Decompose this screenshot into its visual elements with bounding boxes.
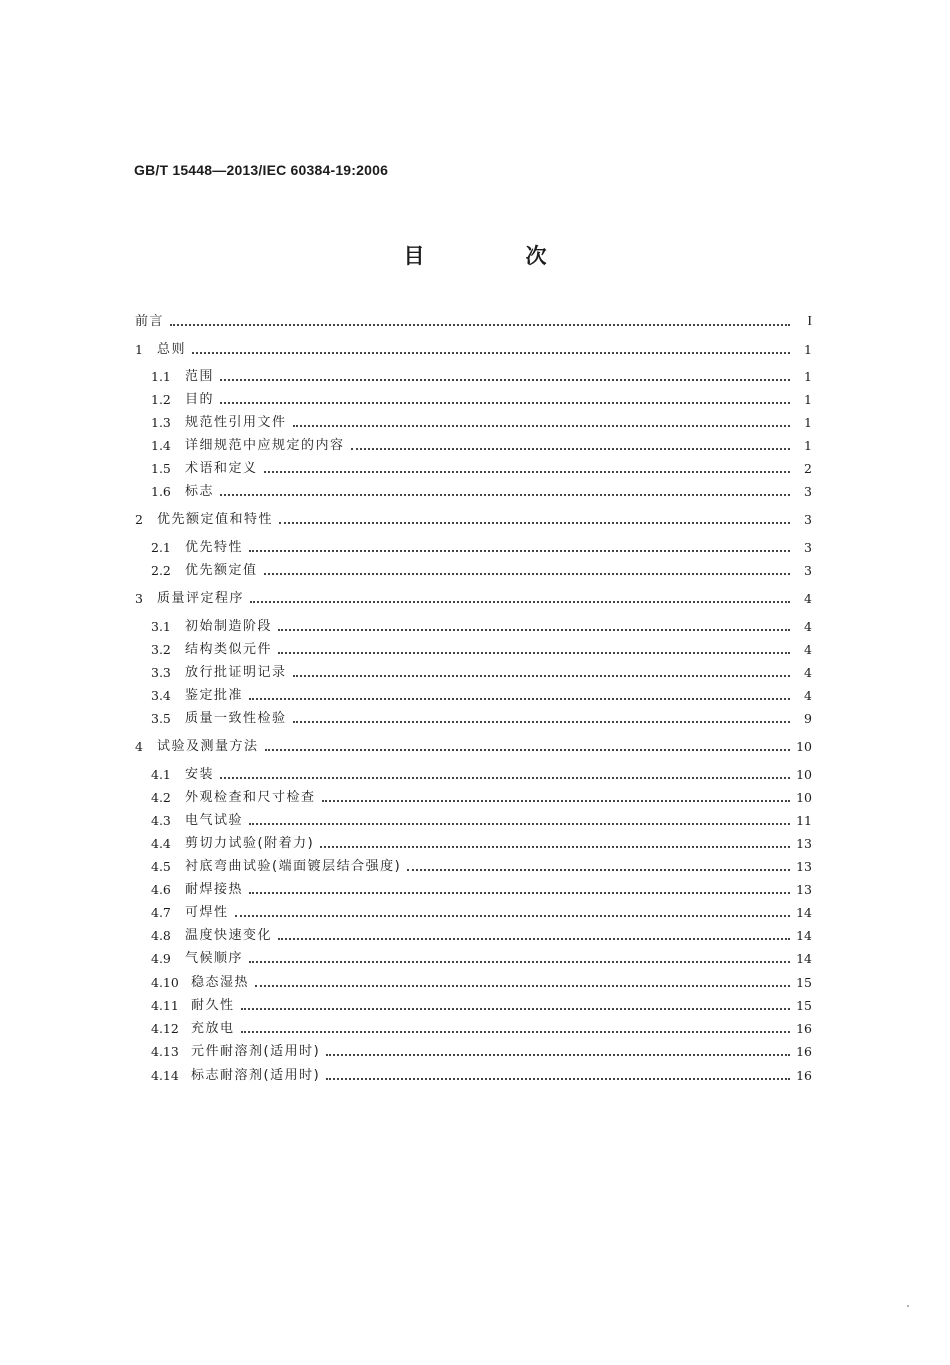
toc-entry-number: 4.14: [151, 1068, 179, 1083]
toc-entry-label: 鉴定批准: [185, 688, 244, 703]
toc-entry-number: 3: [135, 591, 143, 606]
toc-entry-number: 2: [135, 512, 143, 527]
toc-entry[interactable]: [151, 365, 812, 385]
toc-entry-label: 优先额定值: [185, 563, 258, 578]
dot-leader: [249, 697, 790, 700]
toc-entry[interactable]: [151, 763, 812, 783]
toc-entry[interactable]: [151, 615, 812, 635]
toc-entry[interactable]: [135, 310, 812, 330]
dot-leader: [220, 776, 790, 779]
toc-entry-page: 3: [804, 540, 812, 555]
dot-leader: [265, 748, 790, 751]
toc-entry-number: 2.2: [151, 563, 171, 578]
toc-entry[interactable]: [151, 457, 812, 477]
toc-entry-number: 4.3: [151, 813, 171, 828]
toc-entry[interactable]: [151, 411, 812, 431]
toc-entry-label: 术语和定义: [185, 461, 258, 476]
dot-leader: [220, 378, 790, 381]
toc-entry-page: 14: [796, 951, 812, 966]
toc-entry[interactable]: [135, 587, 812, 607]
toc-entry[interactable]: [151, 1017, 812, 1037]
toc-entry-label: 前言: [135, 314, 165, 329]
toc-entry-label: 放行批证明记录: [185, 665, 287, 680]
toc-entry[interactable]: [151, 536, 812, 556]
toc-entry[interactable]: [151, 832, 812, 852]
dot-leader: [235, 914, 790, 917]
toc-entry-label: 温度快速变化: [185, 928, 273, 943]
toc-entry-page: 4: [804, 688, 812, 703]
dot-leader: [170, 323, 790, 326]
toc-entry-page: 14: [796, 928, 812, 943]
toc-entry-label: 优先特性: [185, 540, 244, 555]
toc-entry-page: 10: [796, 767, 812, 782]
toc-entry-page: 16: [796, 1021, 812, 1036]
toc-entry-page: 10: [796, 739, 812, 754]
toc-entry[interactable]: [151, 994, 812, 1014]
toc-entry-label: 质量评定程序: [157, 591, 245, 606]
toc-entry-number: 3.1: [151, 619, 171, 634]
toc-entry-number: 1: [135, 342, 143, 357]
toc-entry-page: 3: [804, 484, 812, 499]
dot-leader: [264, 572, 790, 575]
toc-entry-label: 总则: [157, 342, 187, 357]
toc-entry-page: 10: [796, 790, 812, 805]
toc-entry-label: 标志: [185, 484, 215, 499]
toc-entry[interactable]: [151, 924, 812, 944]
dot-leader: [249, 891, 790, 894]
toc-entry-page: 16: [796, 1068, 812, 1083]
toc-entry[interactable]: [151, 947, 812, 967]
standard-code: GB/T 15448—2013/IEC 60384-19:2006: [134, 162, 389, 178]
dot-leader: [320, 845, 790, 848]
dot-leader: [249, 822, 790, 825]
toc-entry-label: 范围: [185, 369, 215, 384]
dot-leader: [278, 937, 790, 940]
dot-leader: [293, 720, 790, 723]
toc-entry-number: 4.4: [151, 836, 171, 851]
toc-entry-label: 电气试验: [185, 813, 244, 828]
toc-entry-number: 1.6: [151, 484, 171, 499]
dot-leader: [220, 401, 790, 404]
toc-entry-number: 4.11: [151, 998, 179, 1013]
toc-entry-number: 4.8: [151, 928, 171, 943]
toc-entry-label: 安装: [185, 767, 215, 782]
toc-entry-page: 1: [804, 342, 812, 357]
dot-leader: [322, 799, 790, 802]
toc-entry-label: 可焊性: [185, 905, 229, 920]
toc-entry-number: 3.5: [151, 711, 171, 726]
toc-entry-label: 耐久性: [191, 998, 235, 1013]
toc-entry-label: 详细规范中应规定的内容: [185, 438, 345, 453]
dot-leader: [293, 424, 790, 427]
toc-entry-number: 4.13: [151, 1044, 179, 1059]
toc-entry-number: 1.3: [151, 415, 171, 430]
toc-entry-page: 13: [796, 859, 812, 874]
toc-entry[interactable]: [151, 388, 812, 408]
toc-entry-page: 3: [804, 512, 812, 527]
toc-entry-page: 4: [804, 619, 812, 634]
toc-entry-page: 1: [804, 438, 812, 453]
toc-entry[interactable]: [151, 707, 812, 727]
toc-entry-page: 11: [796, 813, 812, 828]
toc-entry-label: 稳态湿热: [191, 975, 250, 990]
toc-entry[interactable]: [151, 638, 812, 658]
dot-leader: [326, 1077, 790, 1080]
toc-entry-page: 13: [796, 836, 812, 851]
toc-entry-number: 4.9: [151, 951, 171, 966]
toc-entry[interactable]: [151, 901, 812, 921]
toc-entry-page: 1: [804, 392, 812, 407]
toc-entry-page: 4: [804, 591, 812, 606]
toc-entry-page: 3: [804, 563, 812, 578]
toc-entry-page: I: [807, 314, 812, 329]
toc-entry[interactable]: [135, 338, 812, 358]
toc-entry-label: 质量一致性检验: [185, 711, 287, 726]
dot-leader: [192, 351, 790, 354]
toc-entry[interactable]: [151, 971, 812, 991]
toc-entry[interactable]: [151, 684, 812, 704]
toc-entry-number: 4.6: [151, 882, 171, 897]
toc-entry-label: 外观检查和尺寸检查: [185, 790, 316, 805]
toc-entry[interactable]: [151, 559, 812, 579]
toc-entry[interactable]: [151, 786, 812, 806]
toc-entry-page: 15: [796, 975, 812, 990]
toc-entry-page: 4: [804, 665, 812, 680]
toc-entry-page: 14: [796, 905, 812, 920]
toc-entry-label: 初始制造阶段: [185, 619, 273, 634]
toc-entry[interactable]: [135, 735, 812, 755]
toc-entry-page: 1: [804, 369, 812, 384]
toc-entry-number: 3.2: [151, 642, 171, 657]
toc-entry-label: 衬底弯曲试验(端面镀层结合强度): [185, 859, 402, 874]
toc-entry[interactable]: [151, 661, 812, 681]
dot-leader: [293, 674, 790, 677]
toc-entry-number: 4.10: [151, 975, 179, 990]
toc-entry-number: 4.7: [151, 905, 171, 920]
dot-leader: [279, 521, 790, 524]
toc-entry-number: 2.1: [151, 540, 171, 555]
toc-entry-label: 结构类似元件: [185, 642, 273, 657]
toc-entry[interactable]: [135, 508, 812, 528]
dot-leader: [255, 984, 790, 987]
toc-entry-label: 耐焊接热: [185, 882, 244, 897]
toc-entry-label: 试验及测量方法: [157, 739, 259, 754]
dot-leader: [241, 1030, 790, 1033]
toc-entry-page: 9: [804, 711, 812, 726]
toc-entry-label: 优先额定值和特性: [157, 512, 274, 527]
toc-entry-number: 3.4: [151, 688, 171, 703]
toc-entry-number: 1.4: [151, 438, 171, 453]
toc-entry-label: 标志耐溶剂(适用时): [191, 1068, 321, 1083]
dot-leader: [220, 493, 790, 496]
toc-entry[interactable]: [151, 1040, 812, 1060]
toc-entry-number: 1.1: [151, 369, 171, 384]
dot-leader: [249, 960, 790, 963]
dot-leader: [249, 549, 790, 552]
page-title: 目 次: [403, 244, 587, 268]
toc-entry-number: 1.2: [151, 392, 171, 407]
toc-entry-number: 4.1: [151, 767, 171, 782]
toc-entry-number: 4.12: [151, 1021, 179, 1036]
dot-leader: [407, 868, 790, 871]
dot-leader: [278, 651, 790, 654]
toc-entry[interactable]: [151, 809, 812, 829]
toc-entry-number: 4.5: [151, 859, 171, 874]
toc-entry-page: 15: [796, 998, 812, 1013]
toc-entry-label: 剪切力试验(附着力): [185, 836, 315, 851]
dot-leader: [264, 470, 790, 473]
toc-entry-label: 充放电: [191, 1021, 235, 1036]
toc-entry[interactable]: [151, 1064, 812, 1084]
dot-leader: [351, 447, 790, 450]
dot-leader: [250, 600, 790, 603]
toc-entry-page: 13: [796, 882, 812, 897]
toc-entry-label: 元件耐溶剂(适用时): [191, 1044, 321, 1059]
scan-speck: [907, 1305, 909, 1307]
toc-entry[interactable]: [151, 855, 812, 875]
dot-leader: [278, 628, 790, 631]
toc-entry[interactable]: [151, 480, 812, 500]
dot-leader: [241, 1007, 790, 1010]
toc-entry-label: 气候顺序: [185, 951, 244, 966]
toc-entry-number: 4: [135, 739, 143, 754]
dot-leader: [326, 1053, 790, 1056]
toc-entry-number: 3.3: [151, 665, 171, 680]
toc-entry-label: 目的: [185, 392, 215, 407]
toc-entry-page: 1: [804, 415, 812, 430]
toc-entry-page: 4: [804, 642, 812, 657]
toc-entry-page: 16: [796, 1044, 812, 1059]
toc-entry-number: 4.2: [151, 790, 171, 805]
toc-entry-label: 规范性引用文件: [185, 415, 287, 430]
toc-entry-page: 2: [804, 461, 812, 476]
toc-entry-number: 1.5: [151, 461, 171, 476]
toc-entry[interactable]: [151, 434, 812, 454]
toc-entry[interactable]: [151, 878, 812, 898]
